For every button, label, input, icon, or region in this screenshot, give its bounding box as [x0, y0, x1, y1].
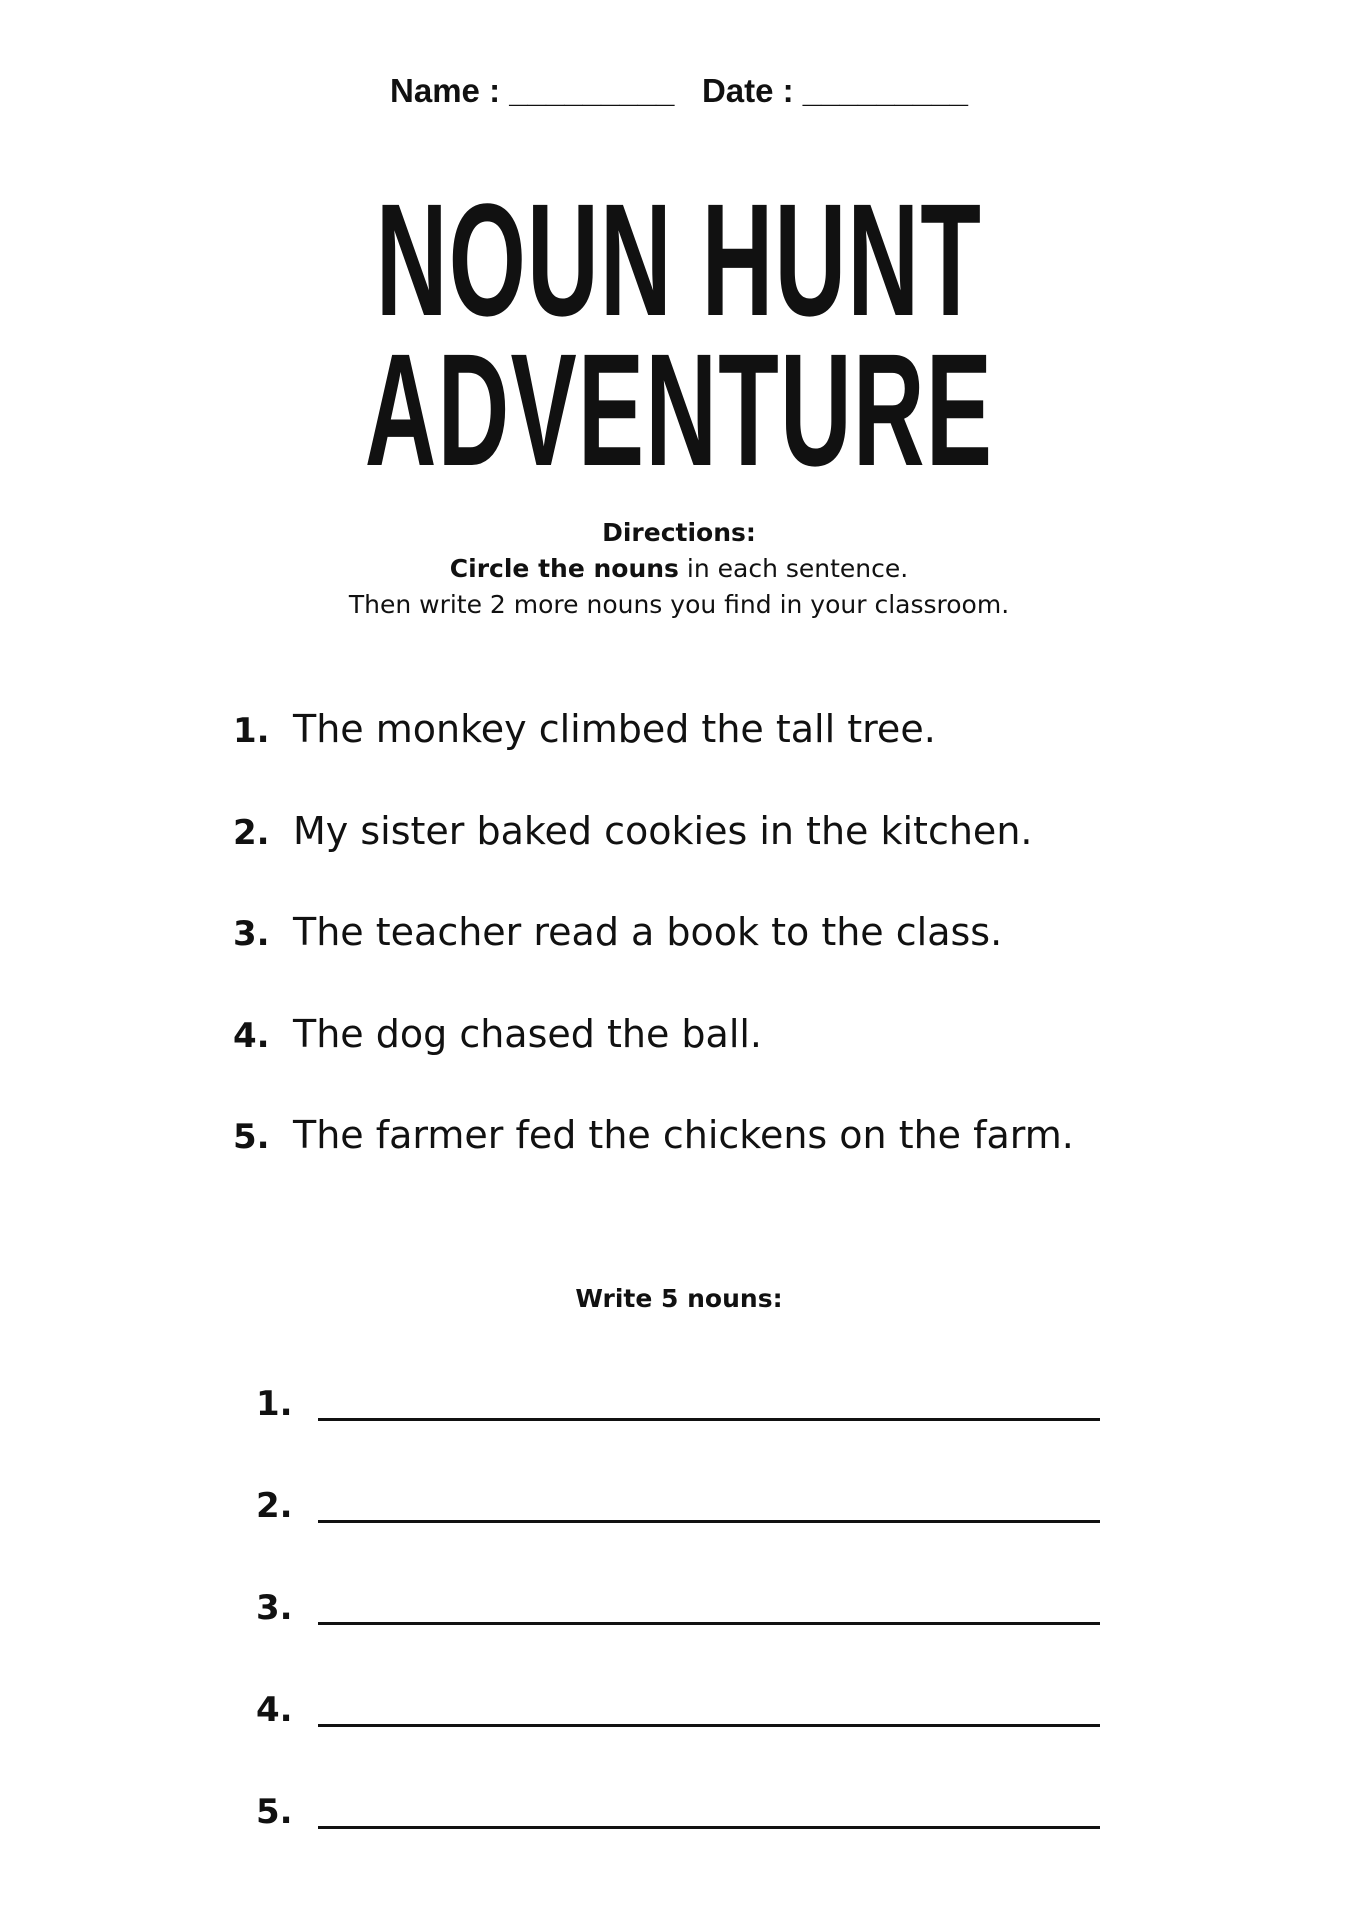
sentence-text: The teacher read a book to the class. — [293, 910, 1003, 954]
sentence-item — [233, 806, 1233, 908]
sentence-number: 3. — [233, 914, 270, 954]
directions-line-1 — [0, 551, 1358, 587]
sentence-item — [233, 1009, 1233, 1111]
sentence-text: My sister baked cookies in the kitchen. — [293, 808, 1033, 853]
answer-row — [256, 1482, 1156, 1584]
write-nouns-heading: Write 5 nouns: — [575, 1284, 783, 1313]
answer-row — [256, 1380, 1156, 1482]
sentence-item — [233, 907, 1233, 1009]
answer-row — [256, 1584, 1156, 1686]
directions-line-1-rest: in each sentence. — [678, 554, 909, 583]
name-date-header — [0, 72, 1358, 110]
answer-number: 5. — [256, 1792, 293, 1832]
answer-blank-line[interactable] — [318, 1826, 1100, 1829]
sentence-item — [233, 1110, 1233, 1212]
answer-blank-line[interactable] — [318, 1622, 1100, 1625]
answer-blank-line[interactable] — [318, 1724, 1100, 1727]
answer-number: 3. — [256, 1588, 293, 1628]
directions-block — [0, 515, 1358, 623]
answer-number: 1. — [256, 1384, 293, 1424]
sentence-text: The dog chased the ball. — [293, 1011, 763, 1056]
sentence-list — [233, 704, 1233, 1212]
date-label: Date : _________ — [701, 72, 968, 109]
directions-emphasis: Circle the nouns — [449, 554, 679, 583]
page-title-line-1: NOUN HUNT — [375, 170, 983, 349]
answer-blank-list — [256, 1380, 1156, 1890]
sentence-text: The monkey climbed the tall tree. — [293, 707, 936, 751]
answer-number: 2. — [256, 1486, 293, 1526]
sentence-number: 1. — [233, 711, 270, 751]
answer-number: 4. — [256, 1690, 293, 1730]
directions-heading: Directions: — [602, 518, 756, 547]
sentence-number: 5. — [233, 1117, 270, 1157]
answer-row — [256, 1788, 1156, 1890]
name-label: Name : _________ — [390, 72, 675, 109]
sentence-number: 2. — [233, 812, 270, 853]
answer-row — [256, 1686, 1156, 1788]
answer-blank-line[interactable] — [318, 1418, 1100, 1421]
answer-blank-line[interactable] — [318, 1520, 1100, 1523]
sentence-number: 4. — [233, 1015, 270, 1056]
sentence-text: The farmer fed the chickens on the farm. — [293, 1113, 1074, 1157]
page-title-line-2: ADVENTURE — [364, 320, 994, 499]
directions-line-2: Then write 2 more nouns you find in your classroom. — [348, 590, 1010, 619]
sentence-item — [233, 704, 1233, 806]
